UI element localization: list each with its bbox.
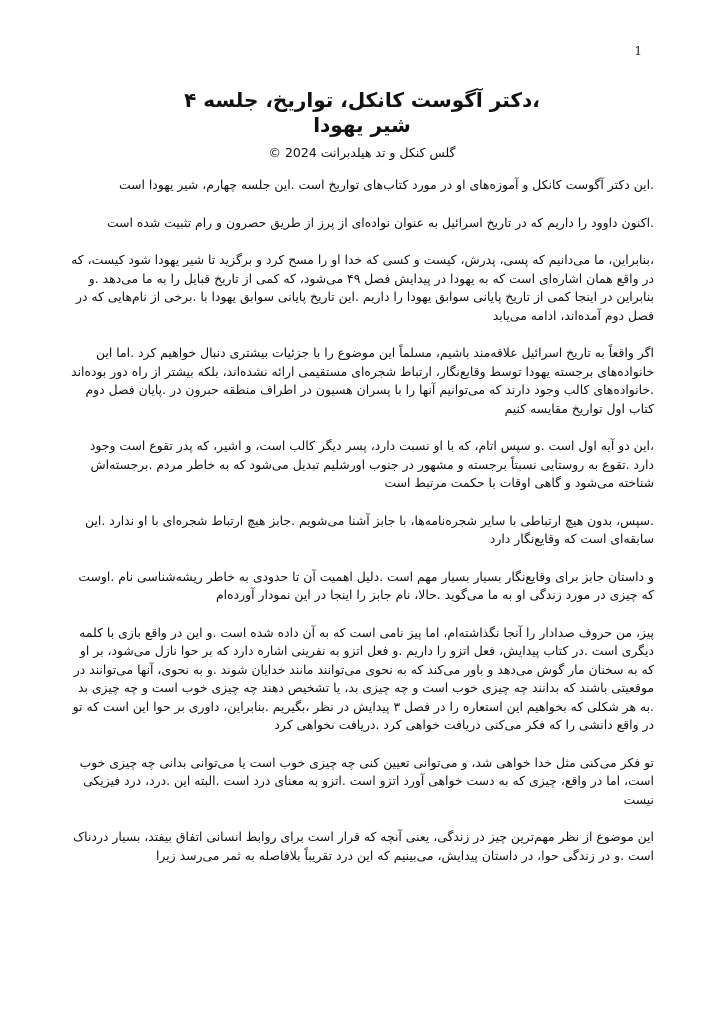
page-number: 1: [634, 44, 642, 58]
document-subtitle: شیر یهودا: [313, 113, 411, 137]
paragraph-1: .این دکتر آگوست کانکل و آموزه‌های او در مورد کتاب‌های تواریخ است .این جلسه چهارم، شیر یهودا است: [118, 177, 654, 192]
copyright-line: گلس کنکل و تد هیلدبرانت 2024 ©: [268, 145, 456, 160]
paragraph-7: و داستان جابز برای وقایع‌نگار بسیار بسیار مهم است .دلیل اهمیت آن تا حدودی به خاطر ریشه‌شناسی نام .اوست که چیزی در مورد زندگی او به ما می‌گوید .حالا، نام جابز را اینجا در این نمودار آورده‌ام: [78, 568, 654, 602]
paragraph-3: ،بنابراین، ما می‌دانیم که پسی، پدرش، کیست و کسی که خدا او را مسح کرد و برگزید تا شیر یهودا شود کیست، که در واقع همان اشاره‌ای است که به یهودا در پیدایش فصل ۴۹ می‌شود، که کمی از تاریخ قبایل را به ما می‌دهد .و بنابراین در اینجا کمی از تاریخ پایانی سوابق یهودا را داریم .این تاریخ پایانی سوابق یهودا با .برخی از نام‌هایی که در فصل دوم آمده‌اند، ادامه می‌یابد: [71, 252, 654, 323]
paragraph-4: اگر واقعاً به تاریخ اسرائیل علاقه‌مند باشیم، مسلماً این موضوع را با جزئیات بیشتری دنبال خواهیم کرد .اما این خانواده‌های برجسته یهودا توسط وقایع‌نگار، ارتباط شجره‌ای مستقیمی ارائه نشده‌اند، بلکه بیشتر از راه دور بوده‌اند .خانواده‌های کالب وجود دارند که می‌توانیم آنها را با پسران هسیون در اطراف منطقه حبرون در .پایان فصل دوم کتاب اول تواریخ مقایسه کنیم: [71, 345, 654, 416]
paragraph-6: .سپس، بدون هیچ ارتباطی با سایر شجره‌نامه‌ها، با جابز آشنا می‌شویم .جابز هیچ ارتباط شجره‌ای با او ندارد .این سابقه‌ای است که وقایع‌نگار دارد: [85, 512, 654, 546]
paragraph-9: تو فکر می‌کنی مثل خدا خواهی شد، و می‌توانی تعیین کنی چه چیزی خوب است یا می‌توانی بدانی چه چیزی خوب است، اما در واقع، چیزی که به دست خواهی آورد اتزو است .اتزو به معنای درد است .البته این .درد، درد فیزیکی نیست: [79, 754, 654, 807]
document-header: [70, 88, 654, 162]
paragraph-8: پیز، من حروف صدادار را آنجا نگذاشته‌ام، اما پیز نامی است که به آن داده شده است .و این در واقع بازی با کلمه دیگری است .در کتاب پیدایش، فعل اتزو را داریم .و فعل اتزو به نفرینی اشاره دارد که بر حوا نازل می‌شود، بر او که به سخنان مار گوش می‌دهد و باور می‌کند که به نحوی می‌توانند مانند خدایان شوند .و به نحوی، آنها می‌توانند در موقعیتی باشند که بدانند چه چیزی خوب است و چه چیزی بد، یا تشخیص دهند چه چیزی خوب است و چه چیزی بد .به هر شکلی که بخواهیم این استعاره را در فصل ۳ پیدایش در نظر ،بگیریم .بنابراین، داوری بر حوا این است که تو در واقع دانشی را که فکر می‌کنی دریافت خواهی کرد .دریافت نخواهی کرد: [72, 624, 654, 732]
document-title: ،دکتر آگوست کانکل، تواریخ، جلسه ۴: [184, 88, 540, 112]
paragraph-5: ،این دو آیه اول است .و سپس اتام، که با او نسبت دارد، پسر دیگر کالب است، و اشیر، که پدر تقوع است وجود دارد .تقوع به روستایی نسبتاً برجسته و مشهور در جنوب اورشلیم تبدیل می‌شود که به خاطر مردم .برجسته‌اش شناخته می‌شود و گاهی اوقات با حکمت مرتبط است: [89, 438, 654, 490]
document-body: [70, 176, 654, 884]
paragraph-10: این موضوع از نظر مهم‌ترین چیز در زندگی، یعنی آنچه که قرار است برای روابط انسانی اتفاق بیفتد، بسیار دردناک است .و در زندگی حوا، در داستان پیدایش، می‌بینیم که این درد تقریباً بلافاصله به ثمر می‌رسد زیرا: [73, 829, 654, 863]
paragraph-2: .اکنون داوود را داریم که در تاریخ اسرائیل به عنوان نواده‌ای از پرز از طریق حصرون و رام تثبیت شده است: [107, 214, 654, 230]
